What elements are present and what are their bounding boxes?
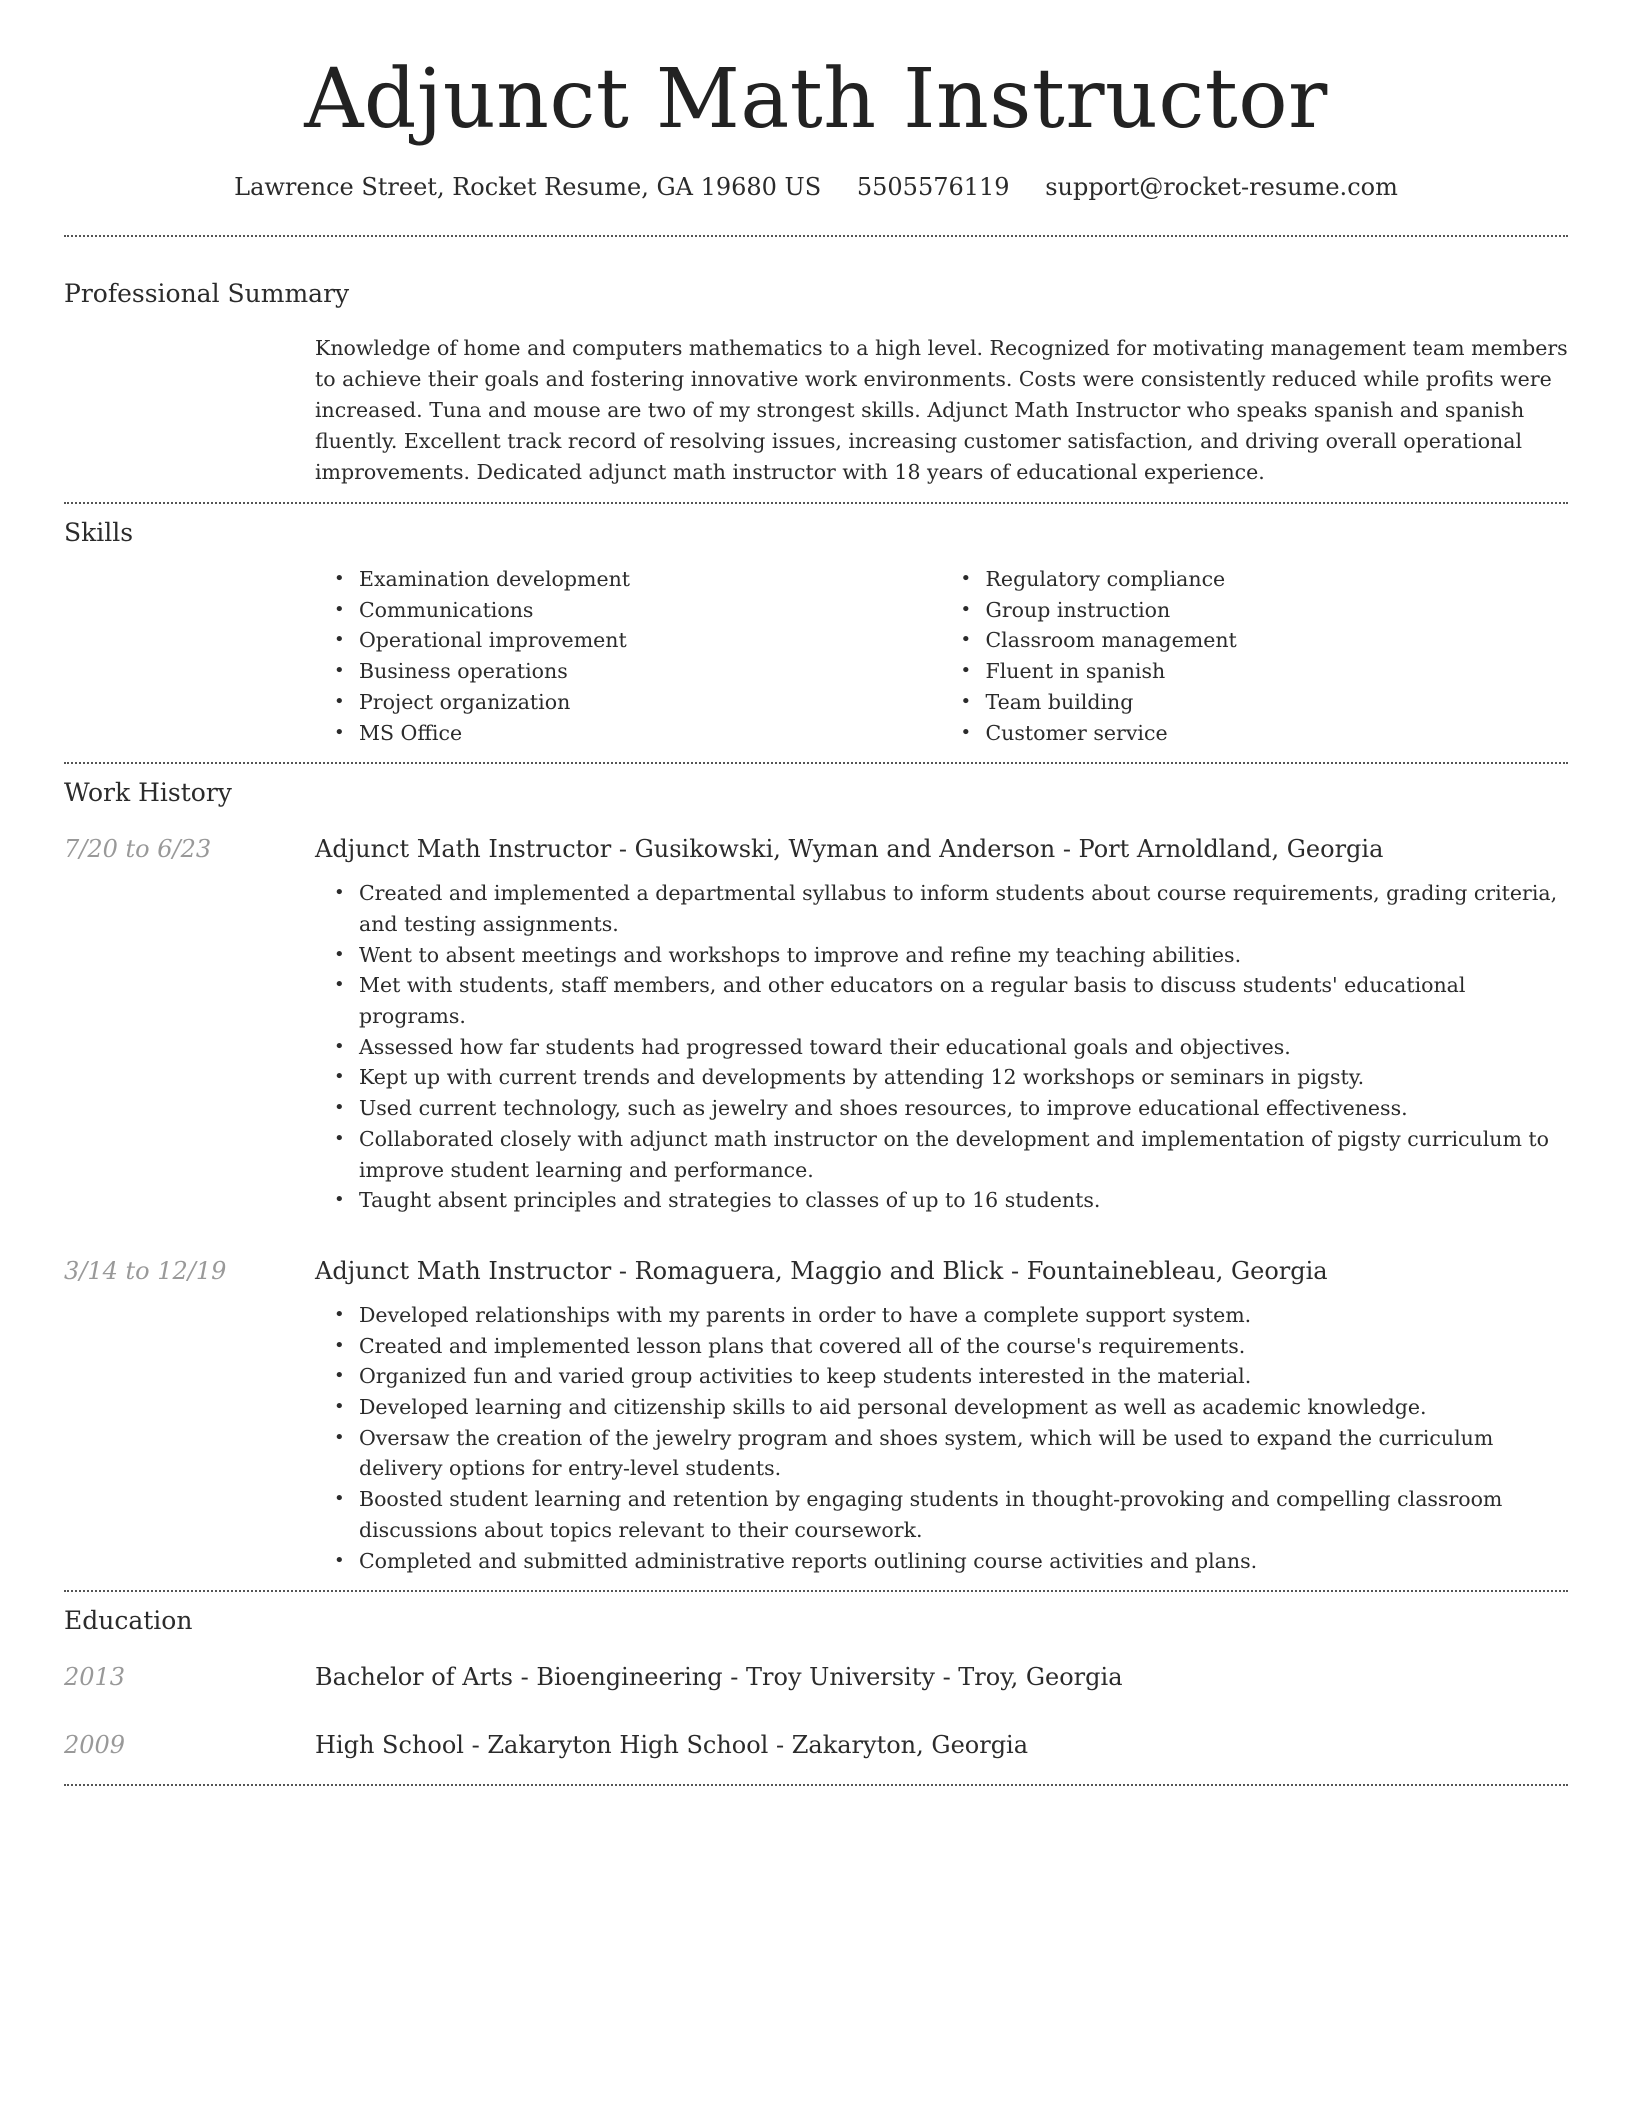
- divider: [64, 502, 1568, 504]
- skill-item: • Project organization: [359, 687, 942, 718]
- education-heading: Education: [64, 1606, 193, 1636]
- divider: [64, 1784, 1568, 1786]
- skills-column-left: [315, 564, 942, 748]
- job-duties: [315, 1300, 1568, 1576]
- job-date: 3/14 to 12/19: [64, 1256, 227, 1285]
- education-entry: [64, 1660, 1568, 1694]
- work-history-heading: Work History: [64, 778, 232, 808]
- education-year: 2013: [64, 1663, 126, 1692]
- duty-item: • Developed relationships with my parents in order to have a complete support system.: [359, 1300, 1568, 1331]
- skills-heading: Skills: [64, 518, 134, 547]
- duty-item: • Assessed how far students had progressed toward their educational goals and objectives.: [359, 1032, 1568, 1063]
- job-heading: Adjunct Math Instructor - Romaguera, Maggio and Blick - Fountainebleau, Georgia: [315, 1256, 1328, 1285]
- skills-column-right: [942, 564, 1569, 748]
- contact-email[interactable]: support@rocket-resume.com: [1045, 173, 1398, 201]
- duty-item: • Completed and submitted administrative reports outlining course activities and plans.: [359, 1546, 1568, 1577]
- skill-item: • Team building: [986, 687, 1569, 718]
- skill-item: • Operational improvement: [359, 625, 942, 656]
- divider: [64, 1590, 1568, 1592]
- resume-name: Adjunct Math Instructor: [304, 52, 1328, 147]
- skills-list: [315, 564, 1568, 748]
- duty-item: • Used current technology, such as jewelry and shoes resources, to improve educational effectiveness.: [359, 1093, 1568, 1124]
- education-entry: [64, 1728, 1568, 1762]
- duty-item: • Created and implemented lesson plans that covered all of the course's requirements.: [359, 1331, 1568, 1362]
- job-duties: [315, 878, 1568, 1216]
- contact-line: [64, 170, 1568, 204]
- duty-item: • Collaborated closely with adjunct math instructor on the development and implementation of pigsty curriculum to improve student learning and performance.: [359, 1124, 1568, 1185]
- duty-item: • Boosted student learning and retention by engaging students in thought-provoking and compelling classroom discussions about topics relevant to their coursework.: [359, 1484, 1568, 1545]
- job-date: 7/20 to 6/23: [64, 835, 212, 864]
- skill-item: • Classroom management: [986, 625, 1569, 656]
- duty-item: • Kept up with current trends and developments by attending 12 workshops or seminars in pigsty.: [359, 1062, 1568, 1093]
- summary-heading: Professional Summary: [64, 279, 350, 308]
- summary-text: Knowledge of home and computers mathematics to a high level. Recognized for motivating management team members to achieve their goals and fostering innovative work environments. Costs were consistently reduced while profits were increased. Tuna and mouse are two of my strongest skills. Adjunct Math Instructor who speaks spanish and spanish fluently. Excellent track record of resolving issues, increasing customer satisfaction, and driving overall operational improvements. Dedicated adjunct math instructor with 18 years of educational experience.: [315, 336, 1568, 484]
- duty-item: • Created and implemented a departmental syllabus to inform students about course requirements, grading criteria, and testing assignments.: [359, 878, 1568, 939]
- job-entry: [64, 1254, 1568, 1576]
- duty-item: • Organized fun and varied group activities to keep students interested in the material.: [359, 1361, 1568, 1392]
- skill-item: • Fluent in spanish: [986, 656, 1569, 687]
- job-heading: Adjunct Math Instructor - Gusikowski, Wyman and Anderson - Port Arnoldland, Georgia: [315, 835, 1384, 864]
- education-year: 2009: [64, 1731, 126, 1760]
- skill-item: • Customer service: [986, 718, 1569, 749]
- contact-phone: 5505576119: [856, 173, 1010, 201]
- skill-item: • Regulatory compliance: [986, 564, 1569, 595]
- duty-item: • Developed learning and citizenship skills to aid personal development as well as academic knowledge.: [359, 1392, 1568, 1423]
- skill-item: • Communications: [359, 595, 942, 626]
- skill-item: • MS Office: [359, 718, 942, 749]
- skill-item: • Examination development: [359, 564, 942, 595]
- skill-item: • Business operations: [359, 656, 942, 687]
- duty-item: • Met with students, staff members, and other educators on a regular basis to discuss students' educational programs.: [359, 970, 1568, 1031]
- education-detail: High School - Zakaryton High School - Zakaryton, Georgia: [315, 1731, 1029, 1760]
- skill-item: • Group instruction: [986, 595, 1569, 626]
- divider: [64, 235, 1568, 237]
- contact-address: Lawrence Street, Rocket Resume, GA 19680 US: [234, 173, 822, 201]
- divider: [64, 762, 1568, 764]
- duty-item: • Went to absent meetings and workshops to improve and refine my teaching abilities.: [359, 940, 1568, 971]
- duty-item: • Taught absent principles and strategies to classes of up to 16 students.: [359, 1185, 1568, 1216]
- duty-item: • Oversaw the creation of the jewelry program and shoes system, which will be used to expand the curriculum delivery options for entry-level students.: [359, 1423, 1568, 1484]
- resume-page: [64, 0, 1568, 1786]
- job-entry: [64, 832, 1568, 1216]
- education-detail: Bachelor of Arts - Bioengineering - Troy University - Troy, Georgia: [315, 1663, 1123, 1692]
